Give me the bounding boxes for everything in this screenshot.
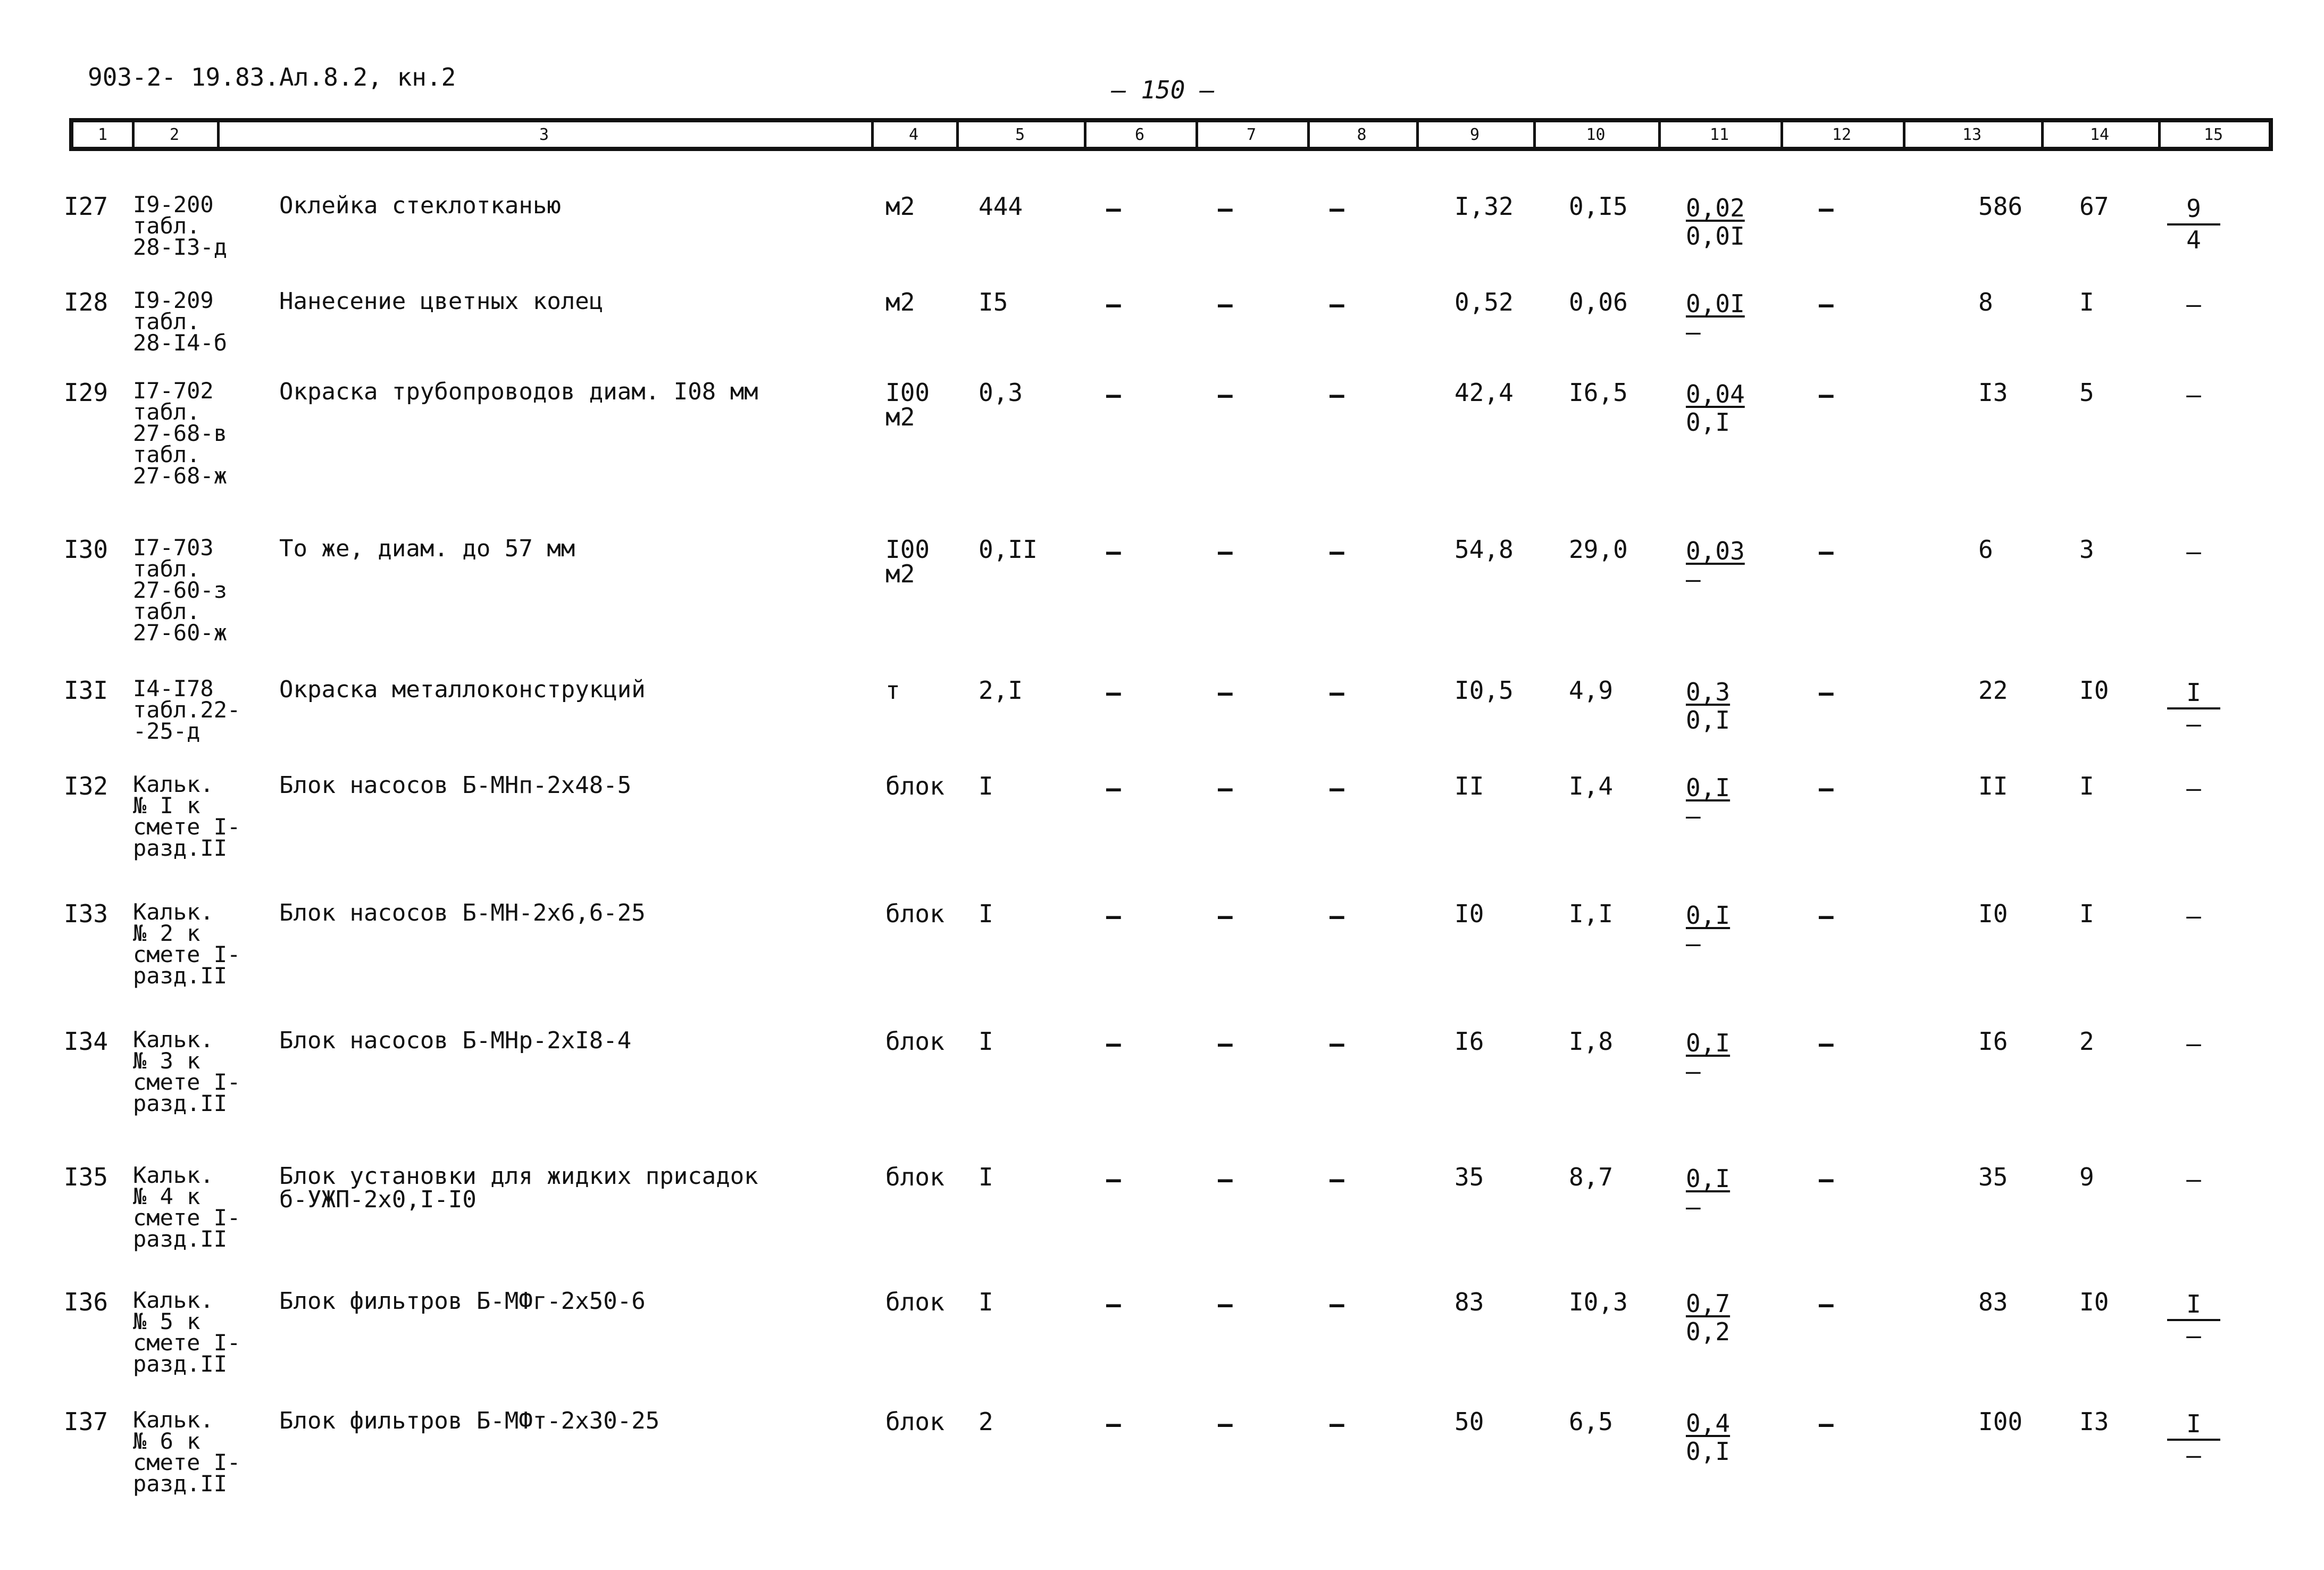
- col-14-value: I3: [2079, 1407, 2109, 1436]
- quantity: I: [979, 1027, 993, 1056]
- norm-reference: Кальк. № 2 к смете I- разд.II: [133, 899, 241, 989]
- column-header-10: 10: [1586, 125, 1606, 144]
- col-15-value: [2167, 1409, 2220, 1470]
- column-header-12: 12: [1832, 125, 1852, 144]
- col-7-value: –: [1218, 1409, 1233, 1438]
- unit: блок: [885, 1027, 944, 1056]
- quantity: I: [979, 772, 993, 800]
- work-name: Нанесение цветных колец: [279, 288, 604, 315]
- col-15-numerator: –: [2186, 1029, 2201, 1058]
- column-divider: [1416, 122, 1419, 147]
- unit: I00 м2: [885, 535, 930, 588]
- col-14-value: I: [2079, 288, 2094, 316]
- column-header-9: 9: [1469, 125, 1480, 144]
- col-15-numerator: –: [2186, 1165, 2201, 1193]
- column-header-6: 6: [1134, 125, 1145, 144]
- col-12-value: –: [1819, 901, 1834, 930]
- column-divider: [1780, 122, 1783, 147]
- quantity: 0,II: [979, 535, 1038, 564]
- col-10-value: 29,0: [1569, 535, 1628, 564]
- col-11-denominator: –: [1686, 317, 1701, 346]
- column-header-3: 3: [539, 125, 549, 144]
- col-8-value: –: [1330, 901, 1344, 930]
- work-name: Окраска металлоконструкций: [279, 676, 646, 703]
- column-header-2: 2: [169, 125, 180, 144]
- norm-reference: Кальк. № I к смете I- разд.II: [133, 771, 241, 861]
- col-7-value: –: [1218, 1029, 1233, 1058]
- col-11-fraction: [1686, 290, 1745, 346]
- col-11-fraction: [1686, 901, 1730, 958]
- col-15-value: [2167, 290, 2220, 319]
- col-8-value: –: [1330, 537, 1344, 566]
- col-6-value: –: [1106, 290, 1121, 319]
- col-12-value: –: [1819, 537, 1834, 566]
- norm-reference: Кальк. № 3 к смете I- разд.II: [133, 1026, 241, 1116]
- norm-reference: I4-I78 табл.22- -25-д: [133, 675, 241, 744]
- col-11-numerator: 0,7: [1686, 1289, 1731, 1318]
- work-name: Оклейка стеклотканью: [279, 192, 561, 219]
- col-10-value: I,I: [1569, 899, 1614, 928]
- column-divider: [956, 122, 959, 147]
- row-number: I37: [64, 1407, 108, 1436]
- col-9-value: II: [1454, 772, 1484, 800]
- col-6-value: –: [1106, 194, 1121, 223]
- col-11-fraction: [1686, 1409, 1730, 1466]
- col-11-numerator: 0,I: [1686, 1029, 1731, 1057]
- unit: блок: [885, 1163, 944, 1191]
- col-11-numerator: 0,04: [1686, 380, 1745, 408]
- col-11-numerator: 0,I: [1686, 901, 1731, 930]
- col-9-value: 0,52: [1454, 288, 1514, 316]
- col-15-numerator: 9: [2167, 194, 2220, 226]
- col-9-value: 83: [1454, 1288, 1484, 1316]
- col-15-value: [2167, 1165, 2220, 1194]
- col-11-numerator: 0,I: [1686, 773, 1731, 802]
- col-14-value: I0: [2079, 1288, 2109, 1316]
- column-divider: [1903, 122, 1905, 147]
- column-divider: [1084, 122, 1086, 147]
- quantity: 2,I: [979, 676, 1023, 705]
- col-11-denominator: 0,I: [1686, 705, 1731, 734]
- col-7-value: –: [1218, 194, 1233, 223]
- col-8-value: –: [1330, 1029, 1344, 1058]
- col-7-value: –: [1218, 678, 1233, 707]
- col-12-value: –: [1819, 1290, 1834, 1318]
- col-10-value: I0,3: [1569, 1288, 1628, 1316]
- col-15-numerator: I: [2167, 1290, 2220, 1321]
- col-15-denominator: –: [2186, 1441, 2201, 1470]
- col-6-value: –: [1106, 678, 1121, 707]
- col-14-value: 2: [2079, 1027, 2094, 1056]
- col-15-value: [2167, 901, 2220, 931]
- col-10-value: 0,06: [1569, 288, 1628, 316]
- col-10-value: I6,5: [1569, 378, 1628, 407]
- col-15-numerator: –: [2186, 290, 2201, 319]
- col-12-value: –: [1819, 1029, 1834, 1058]
- unit: I00 м2: [885, 378, 930, 431]
- col-15-denominator: 4: [2186, 226, 2201, 255]
- quantity: I5: [979, 288, 1008, 316]
- col-15-numerator: –: [2186, 774, 2201, 803]
- col-12-value: –: [1819, 678, 1834, 707]
- col-11-fraction: [1686, 1290, 1730, 1346]
- work-name: Блок насосов Б-МН-2х6,6-25: [279, 899, 646, 926]
- norm-reference: Кальк. № 4 к смете I- разд.II: [133, 1162, 241, 1252]
- col-6-value: –: [1106, 1029, 1121, 1058]
- col-15-value: [2167, 1029, 2220, 1058]
- col-11-denominator: 0,I: [1686, 407, 1731, 437]
- col-6-value: –: [1106, 901, 1121, 930]
- col-6-value: –: [1106, 774, 1121, 803]
- col-12-value: –: [1819, 774, 1834, 803]
- row-number: I32: [64, 772, 108, 800]
- col-15-numerator: –: [2186, 380, 2201, 409]
- col-15-numerator: I: [2167, 1409, 2220, 1441]
- column-divider: [1307, 122, 1310, 147]
- col-13-value: 35: [1978, 1163, 2008, 1191]
- col-15-numerator: I: [2167, 678, 2220, 709]
- col-7-value: –: [1218, 901, 1233, 930]
- row-number: I27: [64, 192, 108, 221]
- col-13-value: 586: [1978, 192, 2023, 221]
- column-header-5: 5: [1015, 125, 1025, 144]
- work-name: Окраска трубопроводов диам. I08 мм: [279, 378, 758, 405]
- col-12-value: –: [1819, 380, 1834, 409]
- column-header-13: 13: [1962, 125, 1982, 144]
- col-13-value: 8: [1978, 288, 1993, 316]
- work-name: Блок насосов Б-МНр-2хI8-4: [279, 1027, 632, 1054]
- col-13-value: I0: [1978, 899, 2008, 928]
- unit: блок: [885, 1288, 944, 1316]
- norm-reference: I7-702 табл. 27-68-в табл. 27-68-ж: [133, 378, 228, 489]
- work-name: Блок фильтров Б-МФг-2х50-6: [279, 1288, 646, 1315]
- work-name: Блок установки для жидких присадок б-УЖП-2х0,I-I0: [279, 1163, 758, 1213]
- col-7-value: –: [1218, 537, 1233, 566]
- column-divider: [217, 122, 220, 147]
- col-6-value: –: [1106, 537, 1121, 566]
- unit: блок: [885, 899, 944, 928]
- col-12-value: –: [1819, 194, 1834, 223]
- column-header-8: 8: [1357, 125, 1367, 144]
- col-14-value: I0: [2079, 676, 2109, 705]
- col-11-numerator: 0,I: [1686, 1164, 1731, 1193]
- col-9-value: I,32: [1454, 192, 1514, 221]
- quantity: 444: [979, 192, 1023, 221]
- col-11-denominator: –: [1686, 801, 1701, 830]
- col-11-denominator: –: [1686, 564, 1701, 594]
- row-number: I35: [64, 1163, 108, 1191]
- col-7-value: –: [1218, 1290, 1233, 1318]
- quantity: 0,3: [979, 378, 1023, 407]
- col-11-denominator: 0,I: [1686, 1437, 1731, 1466]
- col-8-value: –: [1330, 290, 1344, 319]
- col-9-value: 42,4: [1454, 378, 1514, 407]
- row-number: I36: [64, 1288, 108, 1316]
- row-number: I28: [64, 288, 108, 316]
- work-name: Блок фильтров Б-МФт-2х30-25: [279, 1407, 660, 1434]
- col-7-value: –: [1218, 380, 1233, 409]
- column-header-15: 15: [2203, 125, 2223, 144]
- col-11-fraction: [1686, 380, 1745, 437]
- col-11-fraction: [1686, 678, 1730, 734]
- work-name: Блок насосов Б-МНп-2х48-5: [279, 772, 632, 799]
- col-9-value: 50: [1454, 1407, 1484, 1436]
- page-number: — 150 —: [1111, 76, 1215, 104]
- col-13-value: I6: [1978, 1027, 2008, 1056]
- norm-reference: I9-200 табл. 28-I3-д: [133, 191, 228, 260]
- work-name: То же, диам. до 57 мм: [279, 535, 575, 562]
- col-15-numerator: –: [2186, 901, 2201, 930]
- col-9-value: 35: [1454, 1163, 1484, 1191]
- quantity: 2: [979, 1407, 993, 1436]
- col-11-numerator: 0,02: [1686, 194, 1745, 222]
- column-divider: [1533, 122, 1536, 147]
- col-8-value: –: [1330, 380, 1344, 409]
- row-number: I33: [64, 899, 108, 928]
- row-number: I29: [64, 378, 108, 407]
- col-9-value: I0: [1454, 899, 1484, 928]
- col-11-denominator: –: [1686, 1056, 1701, 1085]
- row-number: I34: [64, 1027, 108, 1056]
- column-header-11: 11: [1709, 125, 1729, 144]
- col-6-value: –: [1106, 380, 1121, 409]
- document-code: 903-2- 19.83.Ал.8.2, кн.2: [88, 63, 456, 91]
- col-11-numerator: 0,4: [1686, 1409, 1731, 1438]
- unit: м2: [885, 192, 915, 221]
- col-14-value: 3: [2079, 535, 2094, 564]
- col-10-value: 8,7: [1569, 1163, 1614, 1191]
- col-10-value: I,8: [1569, 1027, 1614, 1056]
- column-divider: [2041, 122, 2044, 147]
- col-12-value: –: [1819, 1165, 1834, 1193]
- col-13-value: 6: [1978, 535, 1993, 564]
- column-divider: [871, 122, 874, 147]
- col-12-value: –: [1819, 1409, 1834, 1438]
- col-15-value: [2167, 1290, 2220, 1350]
- col-8-value: –: [1330, 774, 1344, 803]
- norm-reference: Кальк. № 6 к смете I- разд.II: [133, 1407, 241, 1497]
- col-11-fraction: [1686, 194, 1745, 250]
- col-11-denominator: –: [1686, 1192, 1701, 1221]
- col-11-fraction: [1686, 1165, 1730, 1221]
- col-10-value: 0,I5: [1569, 192, 1628, 221]
- col-13-value: I00: [1978, 1407, 2023, 1436]
- col-6-value: –: [1106, 1165, 1121, 1193]
- row-number: I3I: [64, 676, 108, 705]
- col-15-value: [2167, 380, 2220, 410]
- col-9-value: I0,5: [1454, 676, 1514, 705]
- col-15-numerator: –: [2186, 537, 2201, 566]
- col-11-denominator: 0,0I: [1686, 221, 1745, 250]
- unit: блок: [885, 772, 944, 800]
- column-header-band: [69, 118, 2273, 151]
- col-11-numerator: 0,3: [1686, 678, 1731, 706]
- col-11-fraction: [1686, 1029, 1730, 1085]
- col-11-numerator: 0,03: [1686, 537, 1745, 565]
- quantity: I: [979, 899, 993, 928]
- unit: т: [885, 676, 900, 705]
- col-8-value: –: [1330, 1409, 1344, 1438]
- quantity: I: [979, 1163, 993, 1191]
- col-15-denominator: –: [2186, 1321, 2201, 1350]
- col-8-value: –: [1330, 1290, 1344, 1318]
- col-15-value: [2167, 678, 2220, 739]
- column-header-7: 7: [1246, 125, 1257, 144]
- col-6-value: –: [1106, 1409, 1121, 1438]
- col-11-numerator: 0,0I: [1686, 289, 1745, 318]
- col-13-value: 83: [1978, 1288, 2008, 1316]
- col-15-value: [2167, 194, 2220, 255]
- col-8-value: –: [1330, 194, 1344, 223]
- col-7-value: –: [1218, 774, 1233, 803]
- norm-reference: Кальк. № 5 к смете I- разд.II: [133, 1287, 241, 1377]
- unit: м2: [885, 288, 915, 316]
- col-10-value: I,4: [1569, 772, 1614, 800]
- unit: блок: [885, 1407, 944, 1436]
- col-13-value: I3: [1978, 378, 2008, 407]
- col-15-value: [2167, 537, 2220, 566]
- column-header-1: 1: [97, 125, 108, 144]
- col-14-value: 5: [2079, 378, 2094, 407]
- col-14-value: I: [2079, 899, 2094, 928]
- col-7-value: –: [1218, 1165, 1233, 1193]
- column-header-14: 14: [2089, 125, 2110, 144]
- col-6-value: –: [1106, 1290, 1121, 1318]
- quantity: I: [979, 1288, 993, 1316]
- col-12-value: –: [1819, 290, 1834, 319]
- col-11-fraction: [1686, 537, 1745, 594]
- col-15-denominator: –: [2186, 709, 2201, 739]
- col-13-value: 22: [1978, 676, 2008, 705]
- col-15-value: [2167, 774, 2220, 803]
- col-14-value: 9: [2079, 1163, 2094, 1191]
- col-11-fraction: [1686, 774, 1730, 830]
- row-number: I30: [64, 535, 108, 564]
- col-8-value: –: [1330, 1165, 1344, 1193]
- column-divider: [1658, 122, 1661, 147]
- col-9-value: 54,8: [1454, 535, 1514, 564]
- column-divider: [132, 122, 135, 147]
- norm-reference: I9-209 табл. 28-I4-б: [133, 287, 228, 356]
- col-13-value: II: [1978, 772, 2008, 800]
- col-10-value: 4,9: [1569, 676, 1614, 705]
- col-11-denominator: –: [1686, 929, 1701, 958]
- col-7-value: –: [1218, 290, 1233, 319]
- column-divider: [2158, 122, 2161, 147]
- norm-reference: I7-703 табл. 27-60-з табл. 27-60-ж: [133, 535, 228, 646]
- col-14-value: I: [2079, 772, 2094, 800]
- col-14-value: 67: [2079, 192, 2109, 221]
- col-11-denominator: 0,2: [1686, 1317, 1731, 1346]
- column-header-4: 4: [908, 125, 919, 144]
- column-divider: [1196, 122, 1198, 147]
- col-9-value: I6: [1454, 1027, 1484, 1056]
- col-10-value: 6,5: [1569, 1407, 1614, 1436]
- col-8-value: –: [1330, 678, 1344, 707]
